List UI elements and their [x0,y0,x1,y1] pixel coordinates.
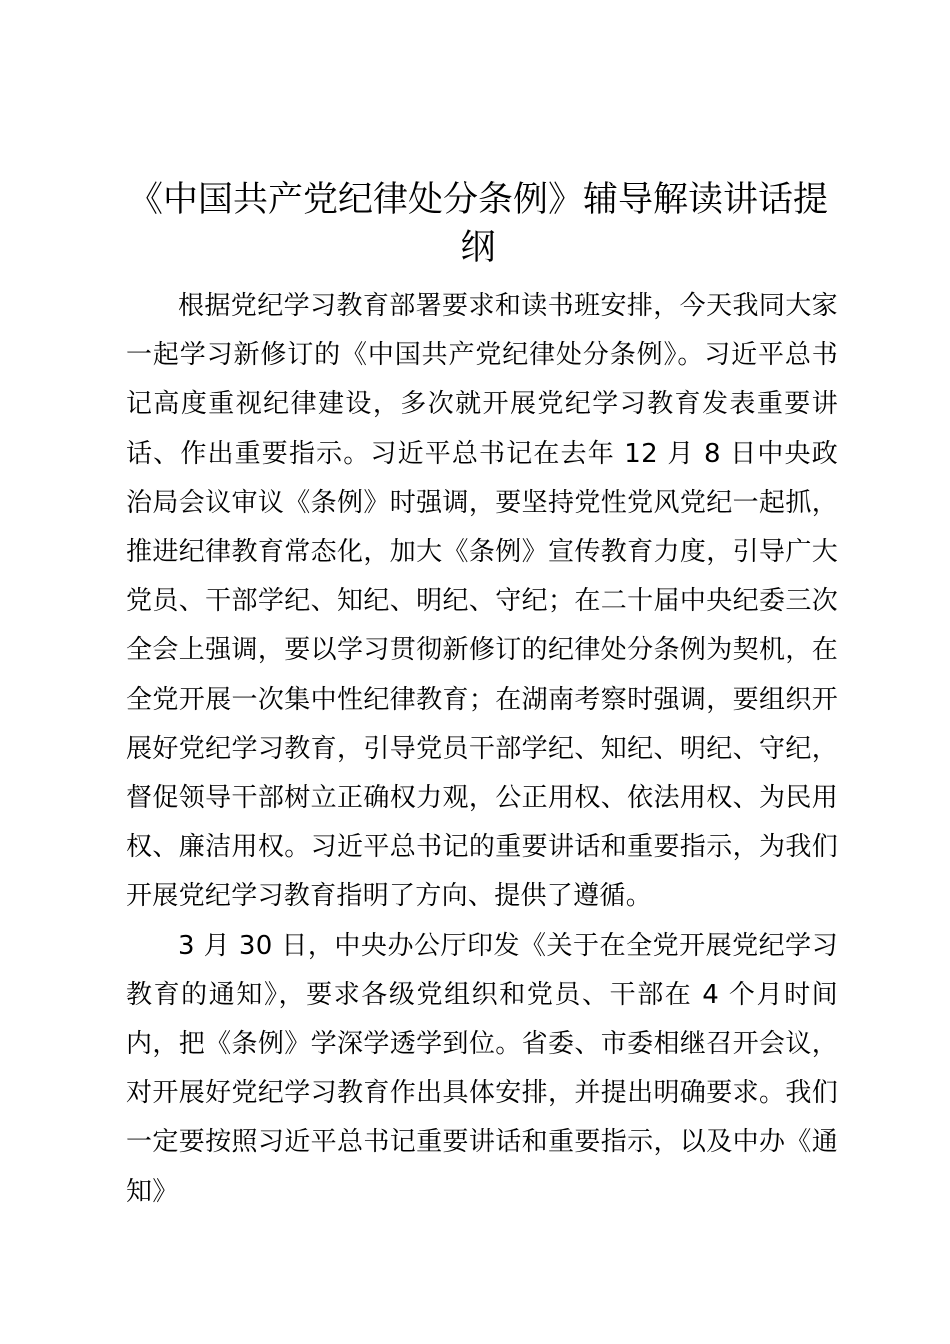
document-body [126,282,838,1217]
document-title: 《中国共产党纪律处分条例》辅导解读讲话提纲 [127,180,828,268]
body-paragraph: 根据党纪学习教育部署要求和读书班安排，今天我同大家一起学习新修订的《中国共产党纪律处分条例》。习近平总书记高度重视纪律建设，多次就开展党纪学习教育发表重要讲话、作出重要指示。习近平总书记在去年 12 月 8 日中央政治局会议审议《条例》时强调，要坚持党性党风党纪一起抓，推进纪律教育常态化，加大《条例》宣传教育力度，引导广大党员、干部学纪、知纪、明纪、守纪；在二十届中央纪委三次全会上强调，要以学习贯彻新修订的纪律处分条例为契机，在全党开展一次集中性纪律教育；在湖南考察时强调，要组织开展好党纪学习教育，引导党员干部学纪、知纪、明纪、守纪，督促领导干部树立正确权力观，公正用权、依法用权、为民用权、廉洁用权。习近平总书记的重要讲话和重要指示，为我们开展党纪学习教育指明了方向、提供了遵循。 [126,291,838,912]
body-paragraph: 3 月 30 日，中央办公厅印发《关于在全党开展党纪学习教育的通知》，要求各级党组织和党员、干部在 4 个月时间内，把《条例》学深学透学到位。省委、市委相继召开会议，对开展好党纪学习教育作出具体安排，并提出明确要求。我们一定要按照习近平总书记重要讲话和重要指示，以及中办《通知》 [126,930,838,1207]
